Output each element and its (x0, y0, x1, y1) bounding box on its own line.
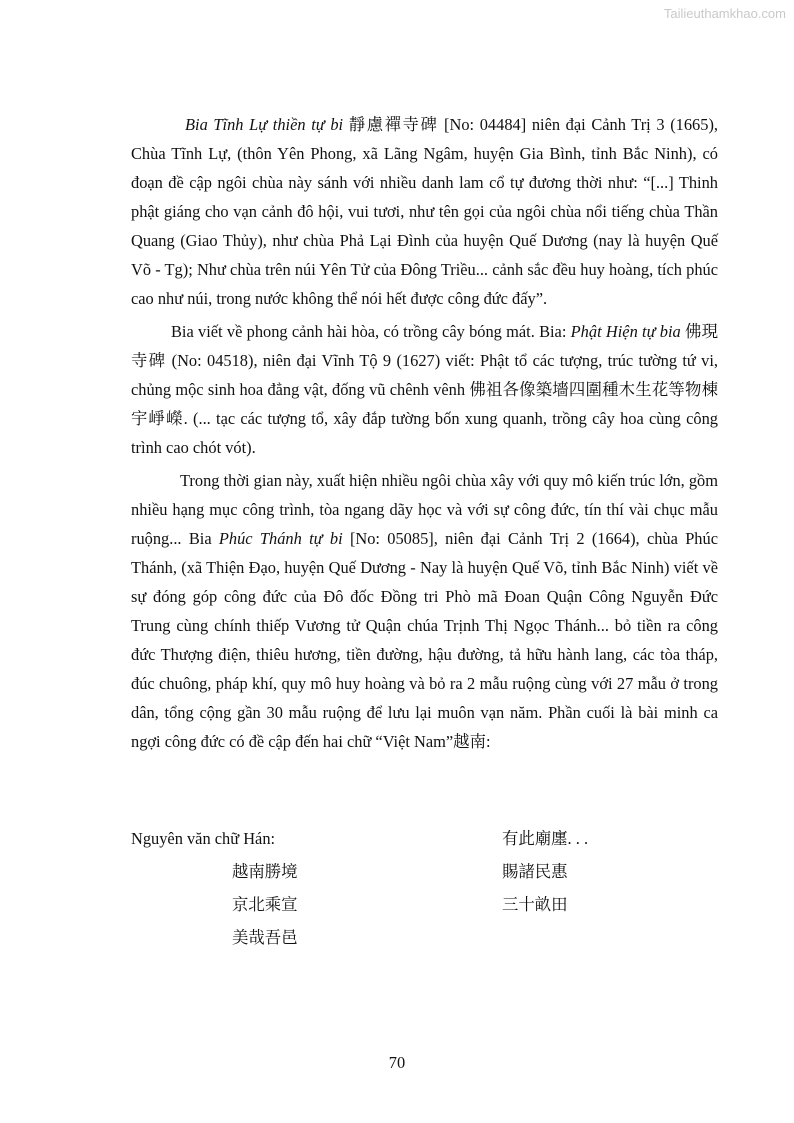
paragraph-text: 佛現寺碑 (No: 04518), niên đại Vĩnh Tộ 9 (1627) viết: Phật tổ các tượng, trúc tường tứ vi, chủng mộc sinh hoa đẳng vật, đống vũ chênh vênh 佛祖各像築墻四圍種木生花等物棟宇崢嶸. (... tạc các tượng tổ, xây đắp tường bốn xung quanh, trồng cây hoa cùng công trình cao chót vót). (131, 322, 718, 457)
paragraph-1 (131, 110, 718, 313)
poem-line: 越南勝境 (232, 862, 298, 881)
stele-title: Phật Hiện tự bia (570, 322, 681, 341)
paragraph-text: [No: 05085], niên đại Cảnh Trị 2 (1664), chùa Phúc Thánh, (xã Thiện Đạo, huyện Quế Dương - Nay là huyện Quế Võ, tỉnh Bắc Ninh) viết về sự đóng góp công đức của Đô đốc Đồng tri Phò mã Đoan Quận Công Nguyễn Đức Trung cùng chính thiếp Vương tử Quận chúa Trịnh Thị Ngọc Thánh... bỏ tiền ra công đức Thượng điện, thiêu hương, tiền đường, hậu đường, tả hữu hành lang, các tòa tháp, đúc chuông, pháp khí, quy mô huy hoàng và bỏ ra 2 mẫu ruộng cùng với 27 mẫu ở trong dân, tổng cộng gần 30 mẫu ruộng để lưu lại muôn vạn năm. Phần cuối là bài minh ca ngợi công đức có đề cập đến hai chữ “Việt Nam”越南: (131, 529, 718, 751)
stele-title: Phúc Thánh tự bi (218, 529, 343, 548)
poem-line: 京北乘宣 (232, 895, 298, 914)
poem-line: 賜諸民惠 (502, 862, 568, 881)
paragraph-text: 靜慮禪寺碑 [No: 04484] niên đại Cảnh Trị 3 (1665), Chùa Tĩnh Lự, (thôn Yên Phong, xã Lãng Ngâm, huyện Gia Bình, tỉnh Bắc Ninh), có đoạn đề cập ngôi chùa này sánh với nhiều danh lam cổ tự đương thời như: “[...] Thinh phật giáng cho vạn cảnh đô hội, vui tươi, như tên gọi của ngôi chùa nổi tiếng chùa Thần Quang (Giao Thủy), như chùa Phả Lại Đình của huyện Quế Dương (nay là huyện Quế Võ - Tg); Như chùa trên núi Yên Tử của Đông Triều... cảnh sắc đều huy hoàng, tích phúc cao như núi, trong nước không thể nói hết được công đức đấy”. (131, 115, 719, 308)
watermark: Tailieuthamkhao.com (663, 6, 786, 21)
page-number: 70 (388, 1053, 406, 1072)
poem-line: 美哉吾邑 (232, 928, 298, 947)
paragraph-3 (131, 466, 718, 756)
document-body (131, 110, 718, 756)
paragraph-2 (131, 317, 718, 462)
stele-title: Bia Tĩnh Lự thiền tự bi (185, 115, 344, 134)
poem-line: 有此廟廛. . . (502, 829, 589, 848)
poem-right-column (502, 822, 588, 921)
poem-line: 三十畝田 (502, 895, 568, 914)
poem-label: Nguyên văn chữ Hán: (131, 829, 276, 848)
paragraph-text: Bia viết về phong cảnh hài hòa, có trồng cây bóng mát. Bia: (171, 322, 571, 341)
paragraph-text: Trong thời gian này, xuất hiện nhiều ngôi chùa xây với quy mô kiến trúc lớn, gồm nhiều hạng mục công trình, tòa ngang dãy học và với sự công đức, tín thí vài chục mẫu ruộng... Bia (131, 471, 718, 548)
poem-left-column (131, 822, 298, 954)
